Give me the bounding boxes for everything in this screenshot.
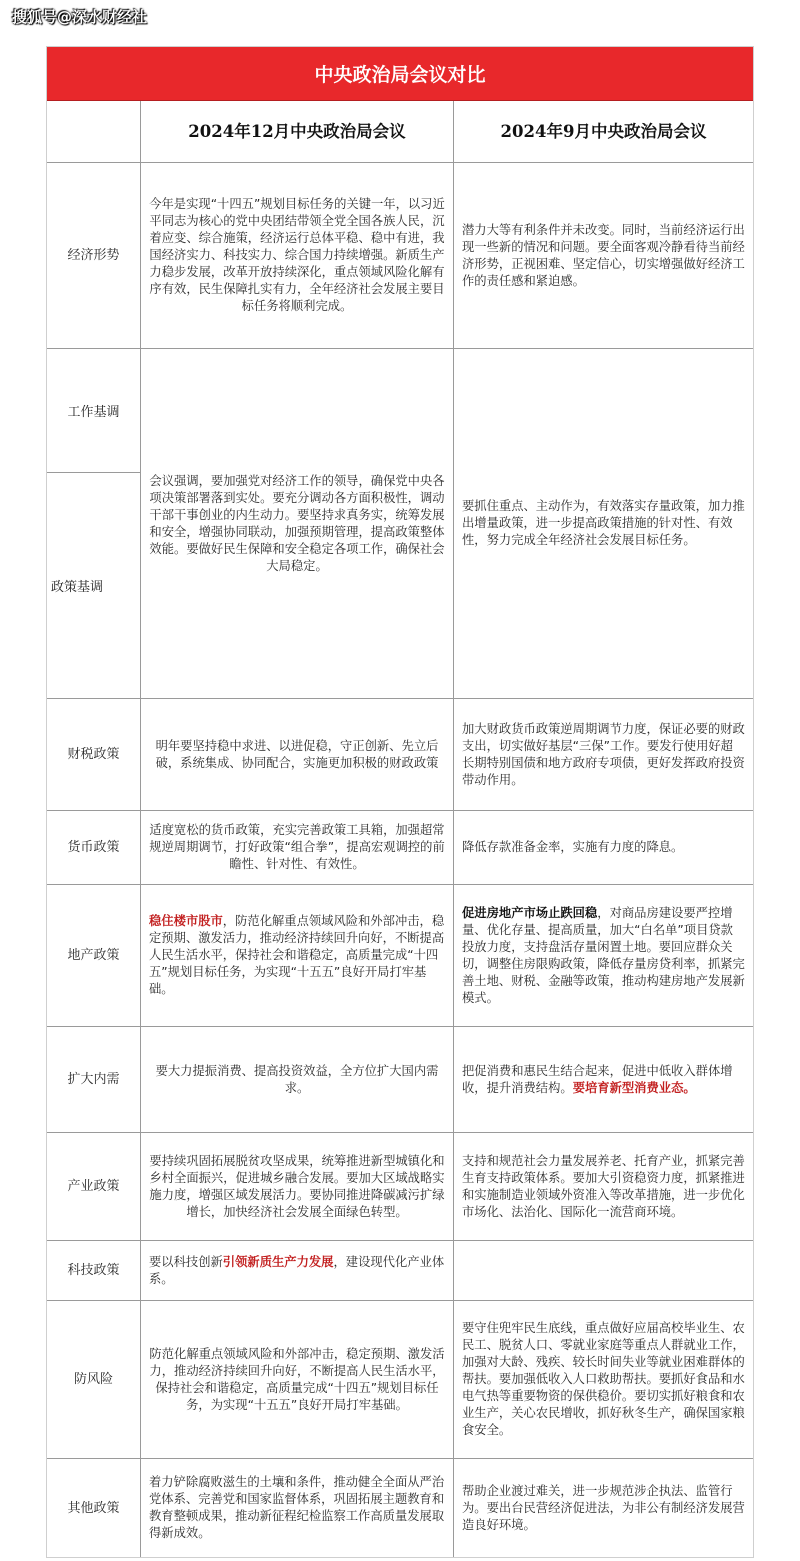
tech-sep: [454, 1241, 753, 1301]
label-policy-tone: 政策基调: [51, 580, 104, 595]
fiscal-sep-text: 加大财政货币政策逆周期调节力度，保证必要的财政支出，切实做好基层“三保”工作。要发行使用好超长期特别国债和地方政府专项债，更好发挥政府投资带动作用。: [462, 721, 745, 787]
demand-sep: [454, 1027, 753, 1133]
monetary-dec-text: 适度宽松的货币政策，充实完善政策工具箱，加强超常规逆周期调节，打好政策“组合拳”，提高宏观调控的前瞻性、针对性、有效性。: [149, 823, 445, 871]
work-dec-text: 会议强调，要加强党对经济工作的领导，确保党中央各项决策部署落到实处。要充分调动各方面积极性，调动干部干事创业的内生动力。要坚持求真务实，统筹发展和安全，增强协同联动，加强预期管理，提高政策整体效能。要做好民生保障和安全稳定各项工作，确保社会大局稳定。: [149, 473, 445, 573]
label-tech: 科技政策: [47, 1241, 141, 1301]
tech-dec-highlight: 引领新质生产力发展: [222, 1254, 334, 1269]
industry-dec: [141, 1133, 454, 1241]
risk-sep-text: 要守住兜牢民生底线，重点做好应届高校毕业生、农民工、脱贫人口、零就业家庭等重点人群就业工作，加强对大龄、残疾、较长时间失业等就业困难群体的帮扶。要加强低收入人口救助帮扶。要抓好食品和水电气热等重要物资的保供稳价。要切实抓好粮食和农业生产，关心农民增收，抓好秋冬生产，确保国家粮食安全。: [462, 1321, 745, 1437]
work-sep: [454, 349, 753, 699]
property-dec-text: [149, 913, 445, 998]
header-sep: 2024年9月中央政治局会议: [454, 101, 753, 163]
property-dec: [141, 885, 454, 1027]
label-demand: 扩大内需: [47, 1027, 141, 1133]
table-title: 中央政治局会议对比: [47, 47, 753, 101]
label-property: 地产政策: [47, 885, 141, 1027]
monetary-sep: [454, 811, 753, 885]
label-monetary: 货币政策: [47, 811, 141, 885]
header-dec: 2024年12月中央政治局会议: [141, 101, 454, 163]
risk-dec-text: 防范化解重点领域风险和外部冲击，稳定预期、激发活力，推动经济持续回升向好，不断提高人民生活水平，保持社会和谐稳定，高质量完成“十四五”规划目标任务，为实现“十五五”良好开局打牢基础。: [149, 1346, 445, 1412]
demand-dec: [141, 1027, 454, 1133]
label-other: 其他政策: [47, 1459, 141, 1557]
other-dec-text: 着力铲除腐败滋生的土壤和条件，推动健全全面从严治党体系、完善党和国家监督体系，巩固拓展主题教育和教育整顿成果，推动新征程纪检监察工作高质量发展取得新成效。: [149, 1475, 445, 1540]
demand-dec-text: 要大力提振消费、提高投资效益，全方位扩大国内需求。: [155, 1063, 439, 1095]
other-dec: [141, 1459, 454, 1557]
work-dec: [141, 349, 454, 699]
industry-sep-text: 支持和规范社会力量发展养老、托育产业，抓紧完善生育支持政策体系。要加大引资稳资力度，抓紧推进和实施制造业领域外资准入等改革措施，进一步优化市场化、法治化、国际化一流营商环境。: [462, 1153, 745, 1219]
label-fiscal: 财税政策: [47, 699, 141, 811]
property-sep-text: [462, 905, 745, 1007]
fiscal-sep: [454, 699, 753, 811]
demand-sep-text: [462, 1063, 745, 1097]
economy-sep: [454, 163, 753, 349]
label-risk: 防风险: [47, 1301, 141, 1459]
tech-dec-text: [149, 1254, 445, 1288]
property-dec-rest: ，防范化解重点领域风险和外部冲击，稳定预期、激发活力，推动经济持续回升向好，不断提高人民生活水平，保持社会和谐稳定，高质量完成“十四五”规划目标任务，为实现“十五五”良好开局打牢基础。: [149, 914, 445, 996]
work-sep-text: 要抓住重点、主动作为，有效落实存量政策，加力推出增量政策，进一步提高政策措施的针对性、有效性，努力完成全年经济社会发展目标任务。: [462, 499, 745, 547]
industry-sep: [454, 1133, 753, 1241]
economy-dec-text: 今年是实现“十四五”规划目标任务的关键一年，以习近平同志为核心的党中央团结带领全党全国各族人民，沉着应变、综合施策，经济运行总体平稳、稳中有进，我国经济实力、科技实力、综合国力持续增强。新质生产力稳步发展，改革开放持续深化，重点领域风险化解有序有效，民生保障扎实有力，全年经济社会发展主要目标任务将顺利完成。: [149, 197, 445, 313]
property-sep: [454, 885, 753, 1027]
risk-sep: [454, 1301, 753, 1459]
tech-dec-post: ，建设现代化产业体系。: [149, 1254, 445, 1286]
monetary-dec: [141, 811, 454, 885]
tech-dec-pre: 要以科技创新: [149, 1254, 223, 1269]
property-dec-highlight: 稳住楼市股市: [149, 914, 223, 928]
monetary-sep-text: 降低存款准备金率，实施有力度的降息。: [462, 840, 684, 854]
label-work-tone: 工作基调: [47, 349, 140, 473]
label-economy: 经济形势: [47, 163, 141, 349]
industry-dec-text: 要持续巩固拓展脱贫攻坚成果，统筹推进新型城镇化和乡村全面振兴，促进城乡融合发展。要加大区域战略实施力度，增强区域发展活力。要协同推进降碳减污扩绿增长，加快经济社会发展全面绿色转型。: [149, 1153, 445, 1219]
fiscal-dec-text: 明年要坚持稳中求进、以进促稳，守正创新、先立后破，系统集成、协同配合，实施更加积极的财政政策: [155, 738, 439, 770]
comparison-sheet: [46, 46, 754, 1558]
other-sep: [454, 1459, 753, 1557]
property-sep-highlight: 促进房地产市场止跌回稳: [462, 905, 598, 920]
demand-sep-rest: 把促消费和惠民生结合起来，促进中低收入群体增收，提升消费结构。: [462, 1063, 733, 1095]
header-empty-cell: [47, 101, 141, 163]
economy-dec: [141, 163, 454, 349]
demand-sep-highlight: 要培育新型消费业态。: [572, 1080, 696, 1095]
comparison-table: [47, 101, 753, 1557]
tech-dec: [141, 1241, 454, 1301]
fiscal-dec: [141, 699, 454, 811]
other-sep-text: 帮助企业渡过难关，进一步规范涉企执法、监管行为。要出台民营经济促进法，为非公有制经济发展营造良好环境。: [462, 1483, 745, 1532]
economy-sep-text: 潜力大等有利条件并未改变。同时，当前经济运行出现一些新的情况和问题。要全面客观冷静看待当前经济形势，正视困难、坚定信心，切实增强做好经济工作的责任感和紧迫感。: [462, 222, 745, 288]
label-industry: 产业政策: [47, 1133, 141, 1241]
watermark: 搜狐号@深水财经社: [12, 8, 148, 26]
property-sep-rest: ，对商品房建设要严控增量、优化存量、提高质量，加大“白名单”项目贷款投放力度，支持盘活存量闲置土地。要回应群众关切，调整住房限购政策，降低存量房贷利率，抓紧完善土地、财税、金融等政策，推动构建房地产发展新模式。: [462, 905, 745, 1005]
label-work-policy: [47, 349, 141, 699]
risk-dec: [141, 1301, 454, 1459]
